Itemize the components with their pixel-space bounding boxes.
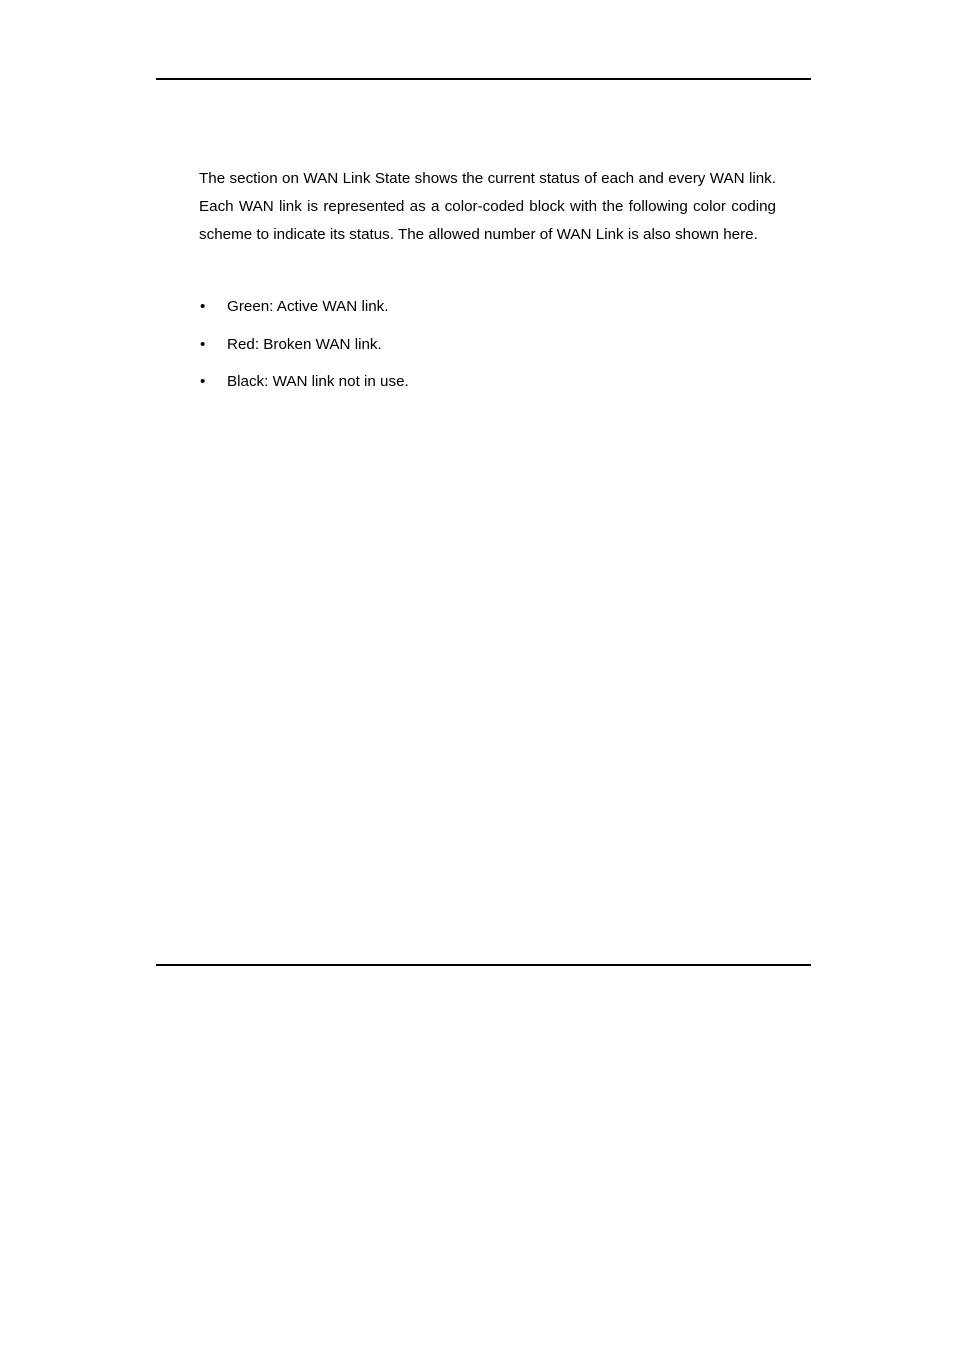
header-divider [156,78,811,80]
list-item-text: Black: WAN link not in use. [227,373,409,390]
list-item [199,370,776,408]
bullet-icon: • [200,373,206,390]
bullet-icon: • [200,335,206,353]
list-item-text: Red: Broken WAN link. [227,335,382,353]
bullet-icon: • [200,298,206,315]
status-color-list [199,295,776,408]
list-item-text: Green: Active WAN link. [227,298,389,315]
wan-link-state-paragraph: The section on WAN Link State shows the current status of each and every WAN link. Each WAN link is represented as a color-coded block with the following color coding scheme to indicate its status. The allowed number of WAN Link is also shown here. [199,170,776,243]
footer-divider [156,964,811,966]
list-item [199,333,776,371]
list-item [199,295,776,333]
